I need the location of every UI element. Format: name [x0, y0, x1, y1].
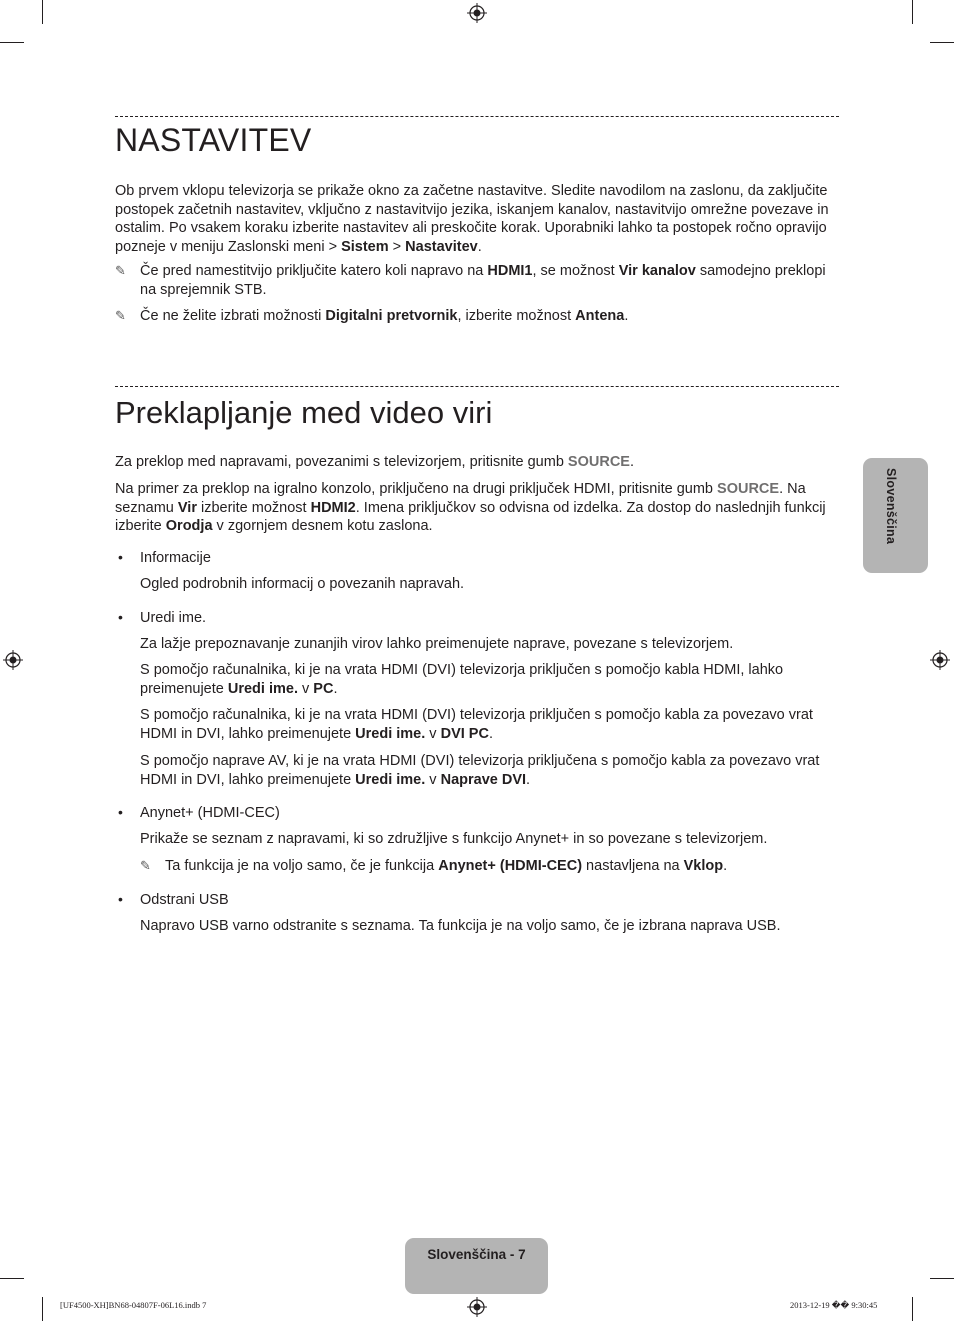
section-divider	[115, 116, 839, 117]
crop-mark	[912, 1297, 913, 1321]
item-anynet-note: Ta funkcija je na voljo samo, če je funkcija Anynet+ (HDMI-CEC) nastavljena na Vklop.	[165, 858, 728, 874]
bullet-icon: •	[118, 609, 123, 625]
bullet-icon: •	[118, 804, 123, 820]
section-title-nastavitev: NASTAVITEV	[115, 122, 312, 158]
item-uredi-desc: Za lažje prepoznavanje zunanjih virov lahko preimenujete naprave, povezane s televizorjem.	[140, 636, 734, 652]
pencil-note-icon: ✎	[115, 263, 126, 278]
item-uredi-dvipc: S pomočjo računalnika, ki je na vrata HDMI (DVI) televizorja priključen s pomočjo kabla za povezavo vrat HDMI in DVI, lahko preimenujete Uredi ime. v DVI PC.	[140, 707, 813, 742]
crop-mark	[930, 1278, 954, 1279]
crop-mark	[0, 1278, 24, 1279]
intro-paragraph: Ob prvem vklopu televizorja se prikaže okno za začetne nastavitve. Sledite navodilom na zaslonu, da zaključite postopek začetnih nastavitev, vključno z nastavitvijo jezika, iskanjem kanalov, nastavitvijo omrežne povezave in ostalim. Po vsakem koraku izberite nastavitev ali preskočite korak. Uporabniki lahko ta postopek ročno opravijo pozneje v meniju Zaslonski meni > Sistem > Nastavitev.	[115, 183, 829, 255]
page-number-label: Slovenščina - 7	[427, 1247, 526, 1262]
note-hdmi1: Če pred namestitvijo priključite katero koli napravo na HDMI1, se možnost Vir kanalov samodejno preklopi na sprejemnik STB.	[140, 263, 826, 298]
registration-mark-icon	[467, 1297, 487, 1317]
registration-mark-icon	[467, 3, 487, 23]
item-anynet-label: Anynet+ (HDMI-CEC)	[140, 805, 280, 821]
bullet-icon: •	[118, 549, 123, 565]
item-usb-label: Odstrani USB	[140, 892, 229, 908]
item-anynet-desc: Prikaže se seznam z napravami, ki so združljive s funkcijo Anynet+ in so povezane s televizorjem.	[140, 831, 768, 847]
crop-mark	[42, 1297, 43, 1321]
crop-mark	[42, 0, 43, 24]
pencil-note-icon: ✎	[140, 858, 151, 873]
section-divider	[115, 386, 839, 387]
item-uredi-pc: S pomočjo računalnika, ki je na vrata HDMI (DVI) televizorja priključen s pomočjo kabla HDMI, lahko preimenujete Uredi ime. v PC.	[140, 662, 784, 697]
print-file-info: [UF4500-XH]BN68-04807F-06L16.indb 7	[60, 1300, 207, 1310]
item-uredi-label: Uredi ime.	[140, 610, 207, 626]
language-side-tab-label: Slovenščina	[884, 468, 898, 545]
registration-mark-icon	[930, 650, 950, 670]
section-title-preklapljanje: Preklapljanje med video viri	[115, 395, 493, 430]
crop-mark	[0, 42, 24, 43]
pencil-note-icon: ✎	[115, 308, 126, 323]
note-digital: Če ne želite izbrati možnosti Digitalni pretvornik, izberite možnost Antena.	[140, 308, 629, 324]
example-paragraph: Na primer za preklop na igralno konzolo, priključeno na drugi priključek HDMI, pritisnite gumb SOURCE. Na seznamu Vir izberite možnost HDMI2. Imena priključkov so odvisna od izdelka. Za dostop do naslednjih funkcij izberite Orodja v zgornjem desnem kotu zaslona.	[115, 481, 826, 535]
crop-mark	[930, 42, 954, 43]
item-uredi-dvi: S pomočjo naprave AV, ki je na vrata HDMI (DVI) televizorja priključena s pomočjo kabla za povezavo vrat HDMI in DVI, lahko preimenujete Uredi ime. v Naprave DVI.	[140, 753, 820, 788]
source-paragraph: Za preklop med napravami, povezanimi s televizorjem, pritisnite gumb SOURCE.	[115, 454, 634, 470]
item-informacije-label: Informacije	[140, 550, 211, 566]
registration-mark-icon	[3, 650, 23, 670]
item-informacije-desc: Ogled podrobnih informacij o povezanih napravah.	[140, 576, 465, 592]
print-timestamp: 2013-12-19 �� 9:30:45	[790, 1300, 878, 1310]
crop-mark	[912, 0, 913, 24]
item-usb-desc: Napravo USB varno odstranite s seznama. Ta funkcija je na voljo samo, če je izbrana naprava USB.	[140, 918, 781, 934]
bullet-icon: •	[118, 891, 123, 907]
